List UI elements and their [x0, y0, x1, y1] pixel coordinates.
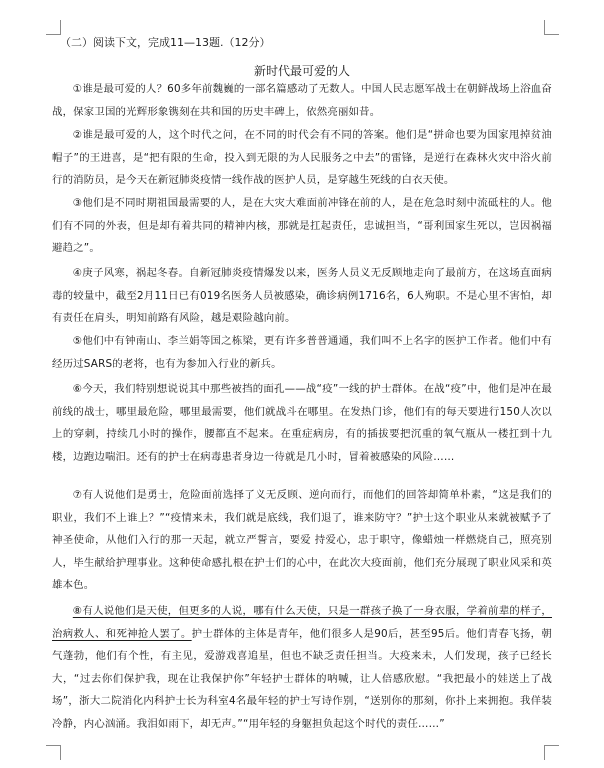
- paragraph-8-underlined-sentence: ⑧有人说他们是天使，但更多的人说，哪有什么天使，只是一群孩子换了一身衣服，学着前辈的样子，治病救人、和死神抢人罢了。: [52, 605, 552, 640]
- paragraph-7: ⑦有人说他们是勇士，危险面前选择了义无反顾、逆向而行，而他们的回答却简单朴素，“这是我们的职业，我们不上谁上？”“疫情来未，我们就是底线，我们退了，谁来防守？”护士这个职业从来就被赋予了神圣使命，从他们入行的那一天起，就立严誓言，要爱 持爱心，忠于职守，像蜡烛一样燃烧自己，照亮别人，毕生献给护理事业。这种使命感扎根在护士们的心中，在此次大疫面前，他们充分展现了职业风采和英雄本色。: [52, 489, 552, 591]
- corner-mark-top-left: [46, 20, 61, 35]
- paragraph-4: ④庚子风寒，祸起冬春。自新冠肺炎疫情爆发以来，医务人员义无反顾地走向了最前方，在这场直面病毒的较量中，截至2月11日已有019名医务人员被感染，确诊病例1716名，6人殉职。不是心里不害怕，却有责任在肩头，明知前路有风险，越是艰险越向前。: [52, 267, 552, 324]
- paragraph-3: ③他们是不同时期祖国最需要的人，是在大灾大难面前冲锋在前的人，是在危急时刻中流砥柱的人。他们有不同的外表，但是却有着共同的精神内核，那就是扛起责任，忠诚担当，“哥利国家生死以，岂因祸福避趋之”。: [52, 197, 552, 254]
- corner-mark-bottom-right: [544, 745, 559, 760]
- paragraph-8-rest: 护士群体的主体是青年，他们很多人是90后，甚至95后。他们青春飞扬，朝气蓬勃，他们有个性，有主见，爱游戏喜追星，但也不缺乏责任担当。大疫来未，人们发现，孩子已经长大，“过去你们保护我，现在让我保护你”年轻护士群体的呐喊，让人倍感欣慰。“我把最小的娃送上了战场”，浙大二院消化内科护士长为科室4名最年轻的护士写诗作别，“送别你的那刻，你扑上来拥抱。我佯装冷静，内心汹涌。我泪如雨下，却无声。”“用年轻的身躯担负起这个时代的责任……”: [52, 627, 552, 730]
- paragraph-1: ①谁是最可爱的人？60多年前魏巍的一部名篇感动了无数人。中国人民志愿军战士在朝鲜战场上浴血奋战，保家卫国的光辉形象镌刻在共和国的历史丰碑上，依然亮丽如昔。: [52, 83, 552, 118]
- paragraph-6: ⑥今天，我们特别想说说其中那些被挡的面孔——战“疫”一线的护士群体。在战“疫”中，他们是冲在最前线的战士，哪里最危险，哪里最需要，他们就战斗在哪里。在发热门诊，他们有的每天要进行150人次以上的穿刺，持续几小时的操作，腰都直不起来。在重症病房，有的插拔要把沉重的氧气瓶从一楼扛到十九楼，边跑边喘汨。还有的护士在病毒患者身边一待就是几小时，冒着被感染的风险……: [52, 383, 552, 463]
- paragraph-8: [52, 600, 552, 735]
- paragraph-2: ②谁是最可爱的人，这个时代之问，在不同的时代会有不同的答案。他们是“拼命也要为国家甩掉贫油帽子”的王进喜，是“把有限的生命，投入到无限的为人民服务之中去”的雷锋，是逆行在森林火灾中浴火前行的消防员，是今天在新冠肺炎疫情一线作战的医护人员，是穿越生死线的白衣天使。: [52, 129, 552, 186]
- corner-mark-top-right: [544, 20, 559, 35]
- paragraph-5: ⑤他们中有钟南山、李兰娟等国之栋梁，更有许多普普通通，我们叫不上名字的医护工作者。他们中有经历过SARS的老将，也有为参加入行业的新兵。: [52, 335, 552, 370]
- corner-mark-bottom-left: [46, 745, 61, 760]
- question-heading: （二）阅读下文，完成11—13题.（12分）: [60, 36, 271, 49]
- article-title: 新时代最可爱的人: [253, 64, 350, 78]
